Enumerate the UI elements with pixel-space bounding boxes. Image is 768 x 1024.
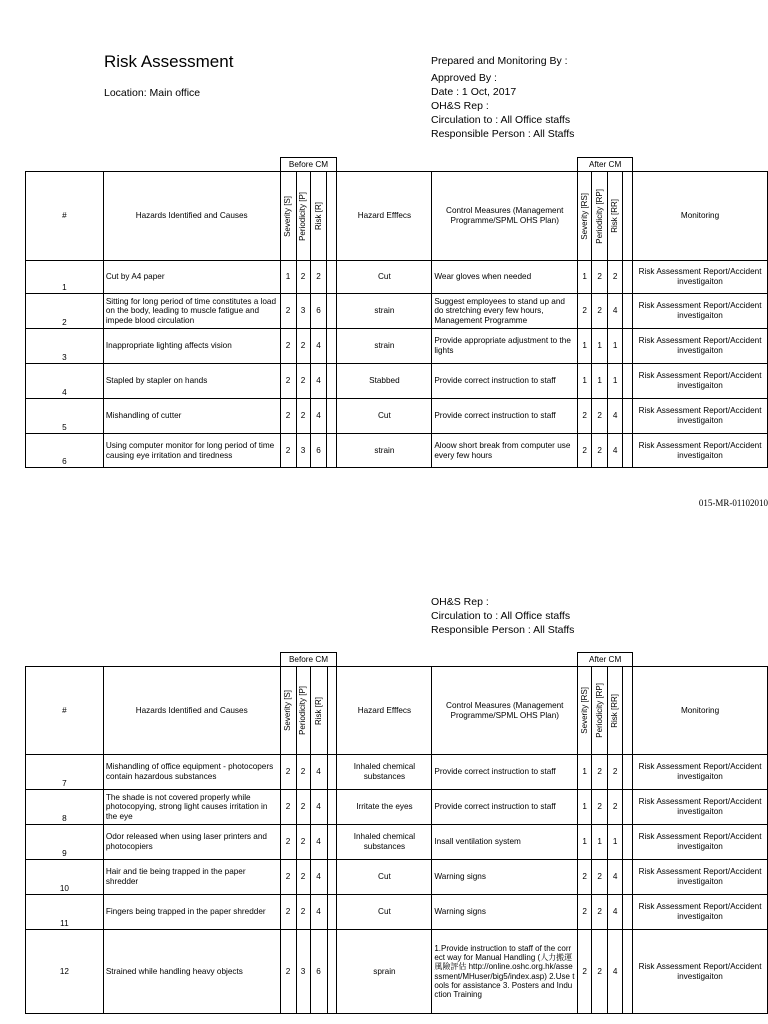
rp-cell: 2 <box>592 755 608 790</box>
table-row <box>26 860 768 895</box>
col-monitoring-header: Monitoring <box>633 667 768 755</box>
hazard-cell: Cut by A4 paper <box>103 261 280 294</box>
circulation-text-2: Circulation to : All Office staffs <box>431 610 571 622</box>
col-hazards-header: Hazards Identified and Causes <box>103 172 280 261</box>
risk-cell: 4 <box>310 329 327 364</box>
hazard-cell: Strained while handling heavy objects <box>103 930 280 1014</box>
risk-cell: 4 <box>310 755 327 790</box>
table-row <box>26 294 768 329</box>
table-row <box>26 399 768 434</box>
effect-cell: strain <box>337 329 432 364</box>
col-monitoring-header: Monitoring <box>633 172 768 261</box>
severity-cell: 2 <box>280 364 296 399</box>
risk-cell: 4 <box>310 895 327 930</box>
hazard-cell: The shade is not covered properly while photocopying, strong light causes irritation in the eye <box>103 790 280 825</box>
row-num: 7 <box>26 755 104 790</box>
page-title: Risk Assessment <box>104 52 234 71</box>
control-cell: Suggest employees to stand up and do stretching every few hours, Management Programme <box>432 294 578 329</box>
row-num: 5 <box>26 399 104 434</box>
rr-cell: 2 <box>608 755 623 790</box>
severity-cell: 1 <box>280 261 296 294</box>
control-cell: 1.Provide instruction to staff of the correct way for Manual Handling (人力搬運風險評估 http://online.oshc.org.hk/assessment/MHuser/big5/index.asp) 2.Use tools for assistance 3. Posters and Induction Training <box>432 930 578 1014</box>
table-row <box>26 434 768 468</box>
table-row <box>26 329 768 364</box>
row-num: 10 <box>26 860 104 895</box>
col-control-header: Control Measures (Management Programme/SPML OHS Plan) <box>432 667 578 755</box>
severity-cell: 2 <box>280 755 296 790</box>
control-cell: Warning signs <box>432 860 578 895</box>
periodicity-cell: 2 <box>296 860 310 895</box>
control-cell: Warning signs <box>432 895 578 930</box>
row-num: 6 <box>26 434 104 468</box>
row-num: 12 <box>26 930 104 1014</box>
row-num: 1 <box>26 261 104 294</box>
control-cell: Wear gloves when needed <box>432 261 578 294</box>
risk-cell: 6 <box>310 930 327 1014</box>
table-row <box>26 755 768 790</box>
effect-cell: strain <box>337 294 432 329</box>
rp-cell: 2 <box>592 895 608 930</box>
rs-cell: 1 <box>578 329 592 364</box>
rs-cell: 2 <box>578 399 592 434</box>
col-hazards-header: Hazards Identified and Causes <box>103 667 280 755</box>
rr-cell: 1 <box>608 364 623 399</box>
rp-cell: 1 <box>592 825 608 860</box>
rp-cell: 1 <box>592 364 608 399</box>
risk-cell: 6 <box>310 294 327 329</box>
monitoring-cell: Risk Assessment Report/Accident investigaiton <box>633 755 768 790</box>
periodicity-cell: 2 <box>296 755 310 790</box>
hazard-cell: Hair and tie being trapped in the paper shredder <box>103 860 280 895</box>
rs-cell: 2 <box>578 860 592 895</box>
approved-by: Approved By : <box>431 72 497 84</box>
col-severity-header: Severity [S] <box>283 195 293 237</box>
rs-cell: 2 <box>578 434 592 468</box>
effect-cell: Inhaled chemical substances <box>337 825 432 860</box>
hazard-cell: Mishandling of office equipment - photocopers contain hazardous substances <box>103 755 280 790</box>
rp-cell: 2 <box>592 434 608 468</box>
table-row <box>26 825 768 860</box>
row-num: 11 <box>26 895 104 930</box>
rs-cell: 2 <box>578 895 592 930</box>
col-periodicity-header: Periodicity [P] <box>298 686 308 735</box>
hazard-cell: Stapled by stapler on hands <box>103 364 280 399</box>
effect-cell: Irritate the eyes <box>337 790 432 825</box>
row-num: 2 <box>26 294 104 329</box>
risk-table-1 <box>25 157 768 468</box>
before-cm-header: Before CM <box>280 653 337 667</box>
ohs-rep-2: OH&S Rep : <box>431 596 489 608</box>
severity-cell: 2 <box>280 895 296 930</box>
monitoring-cell: Risk Assessment Report/Accident investigaiton <box>633 329 768 364</box>
rp-cell: 2 <box>592 860 608 895</box>
ohs-rep: OH&S Rep : <box>431 100 489 112</box>
risk-table-2 <box>25 652 768 1014</box>
rs-cell: 2 <box>578 930 592 1014</box>
effect-cell: Cut <box>337 860 432 895</box>
rs-cell: 1 <box>578 825 592 860</box>
responsible-person-2: Responsible Person : All Staffs <box>431 624 575 636</box>
severity-cell: 2 <box>280 860 296 895</box>
severity-cell: 2 <box>280 825 296 860</box>
risk-cell: 6 <box>310 434 327 468</box>
risk-cell: 4 <box>310 399 327 434</box>
col-risk-header: Risk [R] <box>313 202 323 230</box>
periodicity-cell: 2 <box>296 825 310 860</box>
hazard-cell: Inappropriate lighting affects vision <box>103 329 280 364</box>
table-row <box>26 895 768 930</box>
severity-cell: 2 <box>280 329 296 364</box>
control-cell: Provide correct instruction to staff <box>432 364 578 399</box>
control-cell: Provide correct instruction to staff <box>432 399 578 434</box>
col-severity-rs-header: Severity [RS] <box>579 687 589 734</box>
risk-cell: 2 <box>310 261 327 294</box>
rp-cell: 2 <box>592 399 608 434</box>
monitoring-cell: Risk Assessment Report/Accident investigaiton <box>633 825 768 860</box>
col-risk-rr-header: Risk [RR] <box>610 693 620 728</box>
hazard-cell: Mishandling of cutter <box>103 399 280 434</box>
hazard-cell: Sitting for long period of time constitutes a load on the body, leading to muscle fatigue and impede blood circulation <box>103 294 280 329</box>
col-effects-header: Hazard Efffecs <box>337 667 432 755</box>
col-periodicity-rp-header: Periodicity [RP] <box>594 683 604 738</box>
table-row <box>26 930 768 1014</box>
prepared-by: Prepared and Monitoring By : <box>431 55 568 67</box>
control-cell: Provide correct instruction to staff <box>432 790 578 825</box>
col-effects-header: Hazard Efffecs <box>337 172 432 261</box>
monitoring-cell: Risk Assessment Report/Accident investigaiton <box>633 860 768 895</box>
rr-cell: 1 <box>608 329 623 364</box>
after-cm-header: After CM <box>578 158 633 172</box>
monitoring-cell: Risk Assessment Report/Accident investigaiton <box>633 434 768 468</box>
rr-cell: 4 <box>608 895 623 930</box>
location-text: Location: Main office <box>104 87 201 99</box>
periodicity-cell: 3 <box>296 294 310 329</box>
risk-cell: 4 <box>310 860 327 895</box>
rr-cell: 2 <box>608 261 623 294</box>
date-text: Date : 1 Oct, 2017 <box>431 86 517 98</box>
col-num-header: # <box>26 172 104 261</box>
effect-cell: Cut <box>337 895 432 930</box>
rs-cell: 1 <box>578 364 592 399</box>
col-severity-rs-header: Severity [RS] <box>579 192 589 240</box>
effect-cell: Cut <box>337 399 432 434</box>
periodicity-cell: 2 <box>296 399 310 434</box>
rs-cell: 1 <box>578 261 592 294</box>
table-row <box>26 790 768 825</box>
monitoring-cell: Risk Assessment Report/Accident investigaiton <box>633 294 768 329</box>
monitoring-cell: Risk Assessment Report/Accident investigaiton <box>633 895 768 930</box>
effect-cell: strain <box>337 434 432 468</box>
col-periodicity-rp-header: Periodicity [RP] <box>594 188 604 244</box>
rr-cell: 2 <box>608 790 623 825</box>
rr-cell: 4 <box>608 860 623 895</box>
rs-cell: 2 <box>578 294 592 329</box>
table-row <box>26 364 768 399</box>
risk-cell: 4 <box>310 825 327 860</box>
row-num: 3 <box>26 329 104 364</box>
circulation-text: Circulation to : All Office staffs <box>431 114 571 126</box>
periodicity-cell: 2 <box>296 261 310 294</box>
after-cm-header: After CM <box>578 653 633 667</box>
rp-cell: 2 <box>592 790 608 825</box>
periodicity-cell: 2 <box>296 329 310 364</box>
row-num: 4 <box>26 364 104 399</box>
effect-cell: Inhaled chemical substances <box>337 755 432 790</box>
effect-cell: Cut <box>337 261 432 294</box>
periodicity-cell: 3 <box>296 930 310 1014</box>
col-periodicity-header: Periodicity [P] <box>298 191 308 241</box>
severity-cell: 2 <box>280 399 296 434</box>
periodicity-cell: 2 <box>296 364 310 399</box>
control-cell: Provide correct instruction to staff <box>432 755 578 790</box>
table-row <box>26 261 768 294</box>
rr-cell: 4 <box>608 399 623 434</box>
col-risk-header: Risk [R] <box>313 696 323 725</box>
col-control-header: Control Measures (Management Programme/SPML OHS Plan) <box>432 172 578 261</box>
severity-cell: 2 <box>280 930 296 1014</box>
col-risk-rr-header: Risk [RR] <box>610 199 620 233</box>
rp-cell: 1 <box>592 329 608 364</box>
rp-cell: 2 <box>592 261 608 294</box>
rr-cell: 4 <box>608 294 623 329</box>
periodicity-cell: 3 <box>296 434 310 468</box>
hazard-cell: Fingers being trapped in the paper shredder <box>103 895 280 930</box>
rs-cell: 1 <box>578 790 592 825</box>
periodicity-cell: 2 <box>296 790 310 825</box>
responsible-person: Responsible Person : All Staffs <box>431 128 575 140</box>
rs-cell: 1 <box>578 755 592 790</box>
severity-cell: 2 <box>280 434 296 468</box>
col-severity-header: Severity [S] <box>283 690 293 731</box>
monitoring-cell: Risk Assessment Report/Accident investigaiton <box>633 261 768 294</box>
row-num: 8 <box>26 790 104 825</box>
monitoring-cell: Risk Assessment Report/Accident investigaiton <box>633 399 768 434</box>
rp-cell: 2 <box>592 294 608 329</box>
hazard-cell: Odor released when using laser printers and photocopiers <box>103 825 280 860</box>
effect-cell: sprain <box>337 930 432 1014</box>
rr-cell: 1 <box>608 825 623 860</box>
control-cell: Aloow short break from computer use every few hours <box>432 434 578 468</box>
row-num: 9 <box>26 825 104 860</box>
before-cm-header: Before CM <box>280 158 337 172</box>
monitoring-cell: Risk Assessment Report/Accident investigaiton <box>633 790 768 825</box>
rr-cell: 4 <box>608 434 623 468</box>
risk-cell: 4 <box>310 364 327 399</box>
document-code: 015-MR-01102010 <box>698 498 768 508</box>
severity-cell: 2 <box>280 790 296 825</box>
risk-cell: 4 <box>310 790 327 825</box>
rp-cell: 2 <box>592 930 608 1014</box>
rr-cell: 4 <box>608 930 623 1014</box>
col-num-header: # <box>26 667 104 755</box>
monitoring-cell: Risk Assessment Report/Accident investigaiton <box>633 930 768 1014</box>
monitoring-cell: Risk Assessment Report/Accident investigaiton <box>633 364 768 399</box>
hazard-cell: Using computer monitor for long period of time causing eye irritation and tiredness <box>103 434 280 468</box>
severity-cell: 2 <box>280 294 296 329</box>
control-cell: Insall ventilation system <box>432 825 578 860</box>
control-cell: Provide appropriate adjustment to the lights <box>432 329 578 364</box>
periodicity-cell: 2 <box>296 895 310 930</box>
effect-cell: Stabbed <box>337 364 432 399</box>
